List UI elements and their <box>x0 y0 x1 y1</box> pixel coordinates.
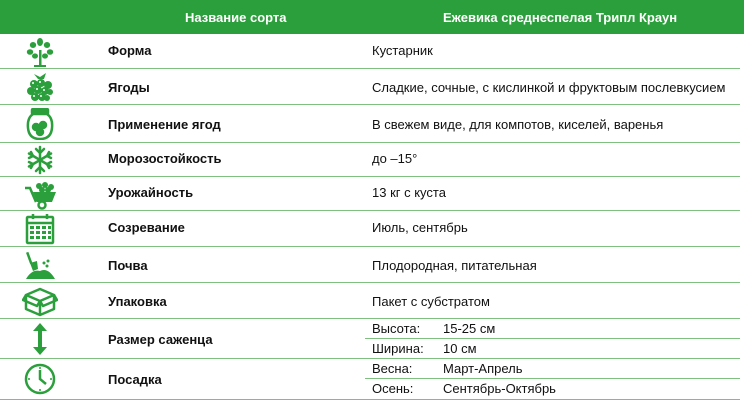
snowflake-icon <box>22 144 58 176</box>
sub-key: Ширина: <box>372 341 424 356</box>
sub-value: 15-25 см <box>443 321 496 336</box>
row-name: Посадка <box>108 372 162 387</box>
sub-value: 10 см <box>443 341 477 356</box>
shovel-icon <box>22 249 58 281</box>
row-value: Кустарник <box>372 43 433 58</box>
row-value: Пакет с субстратом <box>372 294 490 309</box>
table-row <box>0 359 744 400</box>
header-variety-name: Название сорта <box>185 10 287 25</box>
sub-key: Осень: <box>372 381 414 396</box>
table-row <box>0 283 744 319</box>
resize-arrows-icon <box>22 323 58 355</box>
table-row <box>0 105 744 143</box>
row-name: Почва <box>108 258 148 273</box>
table-row <box>0 211 744 247</box>
row-name: Форма <box>108 43 152 58</box>
table-header <box>0 0 744 34</box>
sub-value: Сентябрь-Октябрь <box>443 381 556 396</box>
row-name: Морозостойкость <box>108 151 222 166</box>
jar-icon <box>22 108 58 140</box>
row-name: Созревание <box>108 220 185 235</box>
row-value: до –15° <box>372 151 418 166</box>
sub-key: Весна: <box>372 361 413 376</box>
table-row <box>0 34 744 69</box>
table-row <box>0 177 744 211</box>
table-row <box>0 319 744 359</box>
row-value: 13 кг с куста <box>372 185 446 200</box>
calendar-icon <box>22 213 58 245</box>
table-row <box>0 69 744 105</box>
clock-icon <box>22 363 58 395</box>
row-name: Размер саженца <box>108 332 213 347</box>
row-name: Применение ягод <box>108 117 221 132</box>
table-row <box>0 143 744 177</box>
row-value: Июль, сентябрь <box>372 220 468 235</box>
tree-icon <box>22 36 58 68</box>
row-name: Урожайность <box>108 185 194 200</box>
row-value: В свежем виде, для компотов, киселей, варенья <box>372 117 664 132</box>
row-name: Упаковка <box>108 294 167 309</box>
box-icon <box>22 285 58 317</box>
row-value: Плодородная, питательная <box>372 258 537 273</box>
berry-icon <box>22 71 58 103</box>
row-value: Сладкие, сочные, с кислинкой и фруктовым послевкусием <box>372 80 726 95</box>
wheelbarrow-icon <box>22 178 58 210</box>
row-name: Ягоды <box>108 80 150 95</box>
sub-key: Высота: <box>372 321 421 336</box>
sub-value: Март-Апрель <box>443 361 523 376</box>
table-row <box>0 247 744 283</box>
header-variety-title: Ежевика среднеспелая Трипл Краун <box>443 10 678 25</box>
